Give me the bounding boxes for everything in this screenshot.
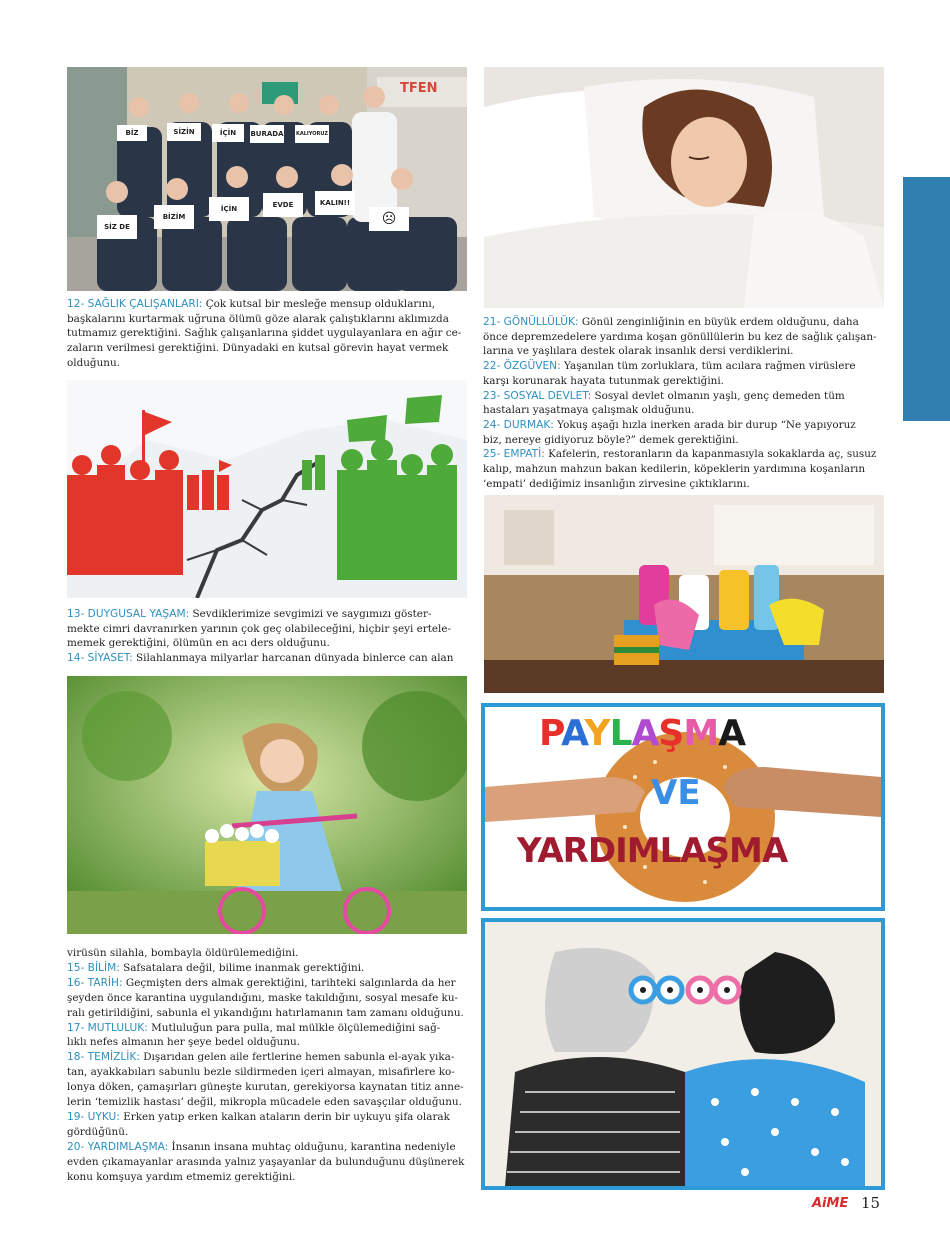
heading-18: 18- TEMİZLİK: (67, 1051, 140, 1064)
heading-16: 16- TARİH: (67, 976, 123, 989)
poster-letter-p: P (539, 713, 562, 754)
hospital-sign: TFEN (400, 81, 438, 96)
sign-icin: İÇİN (212, 124, 244, 142)
heading-21: 21- GÖNÜLLÜLÜK: (483, 316, 579, 328)
poster-title-line3: YARDIMLAŞMA (517, 831, 788, 871)
paragraph-14-cont: virüsün silahla, bombayla öldürülemediğini. (67, 947, 299, 959)
section-side-tab (903, 177, 950, 421)
heading-14: 14- SİYASET: (67, 652, 133, 665)
cleaning-supplies-photo (484, 495, 884, 693)
heading-24: 24- DURMAK: (483, 418, 554, 431)
right-text: 21- GÖNÜLLÜLÜK: Gönül zenginliğinin en büyük erdem olduğunu, daha önce depremzedelere yardıma koşan gönüllülerin bu kez de sağlık çalışan- larına ve yaşlılara destek olarak insanlık dersi verdiklerini. 22- ÖZGÜVEN: Yaşanılan tüm zorluklara, tüm acılara rağmen virüslere karşı korunarak hayata tutunmak gerektiğini. 23- SOSYAL DEVLET: Sosyal devlet olmanın yaşlı, genç demeden tüm hastaları yaşatmaya çalışmak olduğunu. 24- DURMAK: Yokuş aşağı hızla inerken arada bir durup “Ne yapıyoruz biz, nereye gidiyoruz böyle?” demek gerektiğini. 25- EMPATİ: Kafelerin, restoranların da kapanmasıyla sokaklarda aç, susuz kalıp, mahzun mahzun bakan kedilerin, köpeklerin yardımına koşanların ‘empati’ dediğimiz insanlığın zirvesine çıktıklarını. (483, 315, 883, 491)
sign-burada: BURADA (250, 125, 284, 143)
sign-icin-2: İÇİN (209, 197, 249, 221)
binoculars-illustration (481, 918, 885, 1190)
health-workers-illustration (67, 67, 467, 291)
paragraph-12: 12- SAĞLIK ÇALIŞANLARI: Çok kutsal bir mesleğe mensup olduklarını, başkalarını kurtarmak uğruna ölümü göze alarak çalıştıklarını aklımızda tutmamız gerektiğini. Sağlık çalışanlarına şiddet uygulayanlara en ağır ce- zaların verilmesi gerektiğini. Dünyadaki en kutsal görevin hayat vermek olduğunu. (67, 298, 462, 369)
paragraph-25: 25- EMPATİ: Kafelerin, restoranların da kapanmasıyla sokaklarda aç, susuz (483, 448, 877, 461)
heading-15: 15- BİLİM: (67, 961, 120, 974)
sign-bizim: BİZİM (154, 205, 194, 229)
poster-letter-y: Y (584, 713, 610, 754)
paragraph-18: 18- TEMİZLİK: Dışarıdan gelen aile fertlerine hemen sabunla el-ayak yıka- (67, 1051, 455, 1064)
sign-kalin: KALIN!! (315, 191, 355, 215)
paragraph-13: 13- DUYGUSAL YAŞAM: Sevdiklerimize sevgimizi ve saygımızı göster- mekte cimri davranırken yarının çok geç olabileceğini, hiçbir şeyi ertele- memek gerektiğini, ölümün en acı ders olduğunu. 14- SİYASET: Silahlanmaya milyarlar harcanan dünyada binlerce can alan (67, 608, 454, 665)
sharing-helping-poster (481, 703, 885, 911)
poster-title-line2: VE (651, 773, 701, 813)
poster-letter-l: L (609, 713, 632, 754)
paragraph-21: 21- GÖNÜLLÜLÜK: Gönül zenginliğinin en büyük erdem olduğunu, daha (483, 316, 859, 328)
sign-kaliyoruz: KALIYORUZ (295, 125, 329, 143)
health-workers-photo (67, 67, 467, 291)
paragraph-17: 17- MUTLULUK: Mutluluğun para pulla, mal mülkle ölçülemediğini sağ- (67, 1021, 441, 1034)
heading-22: 22- ÖZGÜVEN: (483, 360, 561, 373)
left-lower-text: virüsün silahla, bombayla öldürülemediğini. 15- BİLİM: Safsatalara değil, bilime inanmak gerektiğini. 16- TARİH: Geçmişten ders almak gerektiğini, tarihteki salgınlarda da her şeyden önce karantina uygulandığını, maske takıldığını, sosyal mesafe ku- ralı getirildiğini, sabunla el yıkandığını hatırlamanın tam zamanı olduğunu. 17- MUTLULUK: Mutluluğun para pulla, mal mülkle ölçülemediğini sağ- lıklı nefes almanın her şeye bedel olduğunu. 18- TEMİZLİK: Dışarıdan gelen aile fertlerine hemen sabunla el-ayak yıka- tan, ayakkabıları sabunlu bezle sildirmeden içeri almayan, misafirlere ko- lonya döken, çamaşırları güneşte kurutan, gerekiyorsa kaynatan titiz anne- lerin ‘temizlik hastası’ değil, mikropla mücadele eden savaşçılar olduğunu. 19- UYKU: Erken yatıp erken kalkan ataların derin bir uykuyu şifa olarak gördüğünü. 20- YARDIMLAŞMA: İnsanın insana muhtaç olduğunu, karantina nedeniyle evden çıkamayanlar arasında yalnız yaşayanlar da bulunduğunu düşünerek konu komşuya yardım etmemiz gerektiğini. (67, 946, 467, 1185)
poster-title-line1 (539, 713, 745, 754)
paragraph-24: 24- DURMAK: Yokuş aşağı hızla inerken arada bir durup “Ne yapıyoruz (483, 418, 856, 431)
poster-letter-a2: A (631, 713, 659, 754)
divided-crowd-illustration (67, 380, 467, 598)
poster-letter-a3: A (718, 713, 746, 754)
heading-25: 25- EMPATİ: (483, 448, 545, 461)
sign-biz: BİZ (117, 125, 147, 141)
paragraph-16: 16- TARİH: Geçmişten ders almak gerektiğini, tarihteki salgınlarda da her (67, 976, 456, 989)
paragraph-22: 22- ÖZGÜVEN: Yaşanılan tüm zorluklara, tüm acılara rağmen virüslere (483, 360, 856, 373)
heading-13: 13- DUYGUSAL YAŞAM: (67, 608, 190, 620)
brand-logo (812, 1196, 848, 1211)
heading-20: 20- YARDIMLAŞMA: (67, 1140, 169, 1153)
paragraph-20: 20- YARDIMLAŞMA: İnsanın insana muhtaç olduğunu, karantina nedeniyle (67, 1140, 456, 1153)
sign-siz-de: SİZ DE (97, 215, 137, 239)
sign-sizin: SİZİN (167, 123, 201, 141)
paragraph-23: 23- SOSYAL DEVLET: Sosyal devlet olmanın yaşlı, genç demeden tüm (483, 389, 845, 402)
heading-12: 12- SAĞLIK ÇALIŞANLARI: (67, 298, 203, 310)
heading-17: 17- MUTLULUK: (67, 1021, 148, 1034)
heading-23: 23- SOSYAL DEVLET: (483, 389, 592, 402)
girl-on-bicycle-photo (67, 676, 467, 934)
poster-letter-m: M (683, 713, 719, 754)
sleeping-woman-photo (484, 67, 884, 308)
paragraph-15: 15- BİLİM: Safsatalara değil, bilime inanmak gerektiğini. (67, 961, 365, 974)
heading-19: 19- UYKU: (67, 1110, 120, 1123)
sign-sad-face: ☹ (369, 207, 409, 231)
poster-letter-a1: A (561, 713, 585, 754)
paragraph-19: 19- UYKU: Erken yatıp erken kalkan ataların derin bir uykuyu şifa olarak (67, 1110, 450, 1123)
sign-evde: EVDE (263, 193, 303, 217)
page-number: 15 (861, 1194, 881, 1212)
poster-letter-s: Ş (658, 713, 684, 754)
brand-logo-text: AiME (812, 1196, 849, 1211)
